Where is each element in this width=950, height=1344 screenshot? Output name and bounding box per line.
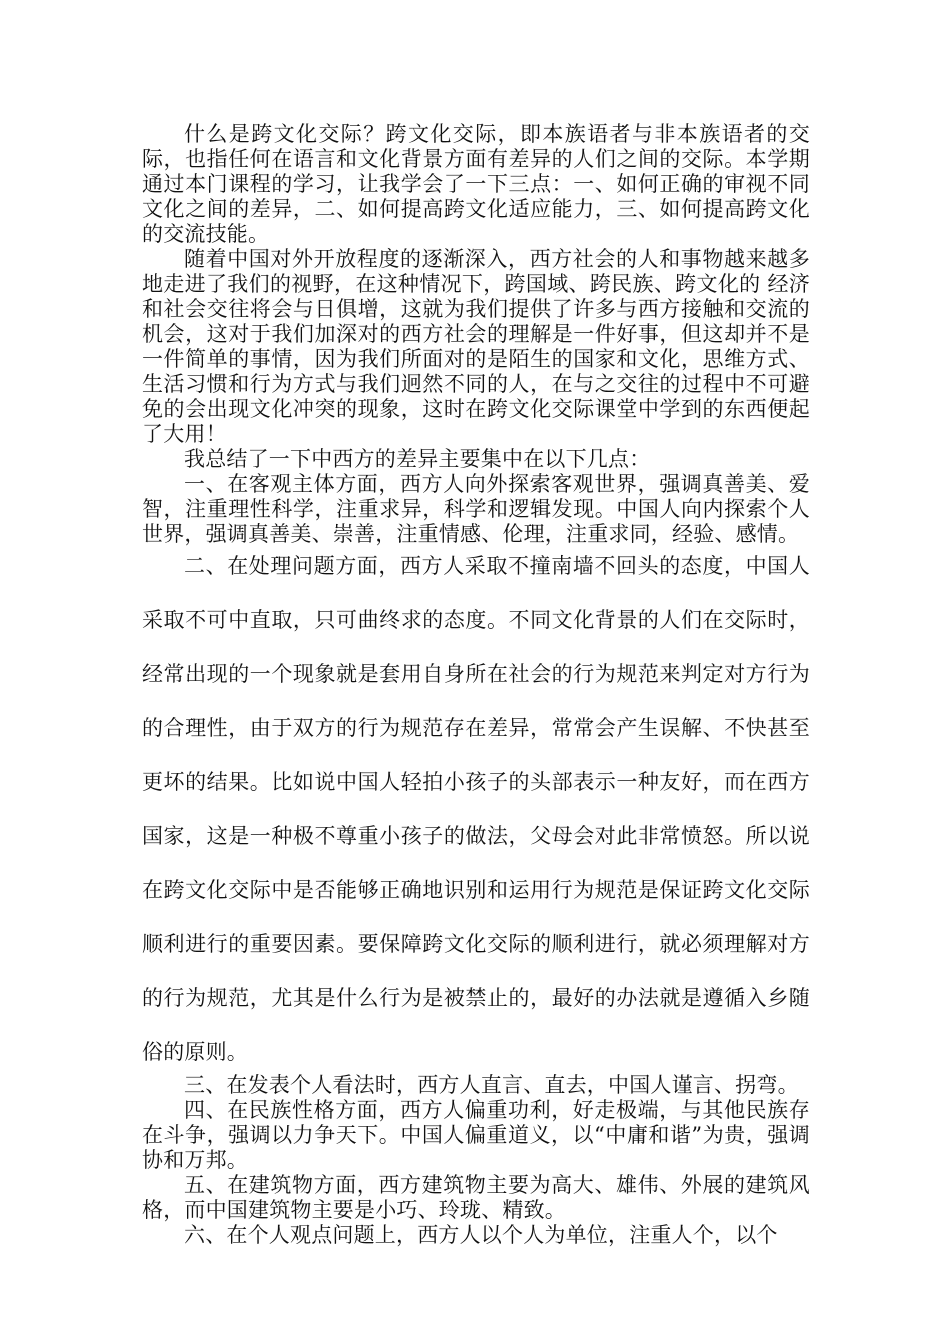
- document-page: [142, 122, 810, 1248]
- paragraph-point-3: 三、在发表个人看法时，西方人直言、直去，中国人谨言、拐弯。: [184, 1073, 799, 1097]
- paragraph-point-5: 五、在建筑物方面，西方建筑物主要为高大、雄伟、外展的建筑风格，而中国建筑物主要是小巧、玲珑、精致。: [142, 1173, 810, 1222]
- paragraph-context: 随着中国对外开放程度的逐渐深入，西方社会的人和事物越来越多地走进了我们的视野，在这种情况下，跨国域、跨民族、跨文化的 经济和社会交往将会与日俱增，这就为我们提供了许多与西方接触和交流的机会，这对于我们加深对的西方社会的理解是一件好事，但这却并不是一件简单的事情，因为我们所面对的是陌生的国家和文化，思维方式、生活习惯和行为方式与我们迥然不同的人，在与之交往的过程中不可避免的会出现文化冲突的现象，这时在跨文化交际课堂中学到的东西便起了大用！: [142, 247, 810, 446]
- paragraph-intro: 什么是跨文化交际？跨文化交际，即本族语者与非本族语者的交际，也指任何在语言和文化背景方面有差异的人们之间的交际。本学期通过本门课程的学习，让我学会了一下三点：一、如何正确的审视不同文化之间的差异，二、如何提高跨文化适应能力，三、如何提高跨文化的交流技能。: [142, 122, 810, 246]
- paragraph-point-4: 四、在民族性格方面，西方人偏重功利，好走极端，与其他民族存在斗争，强调以力争天下。中国人偏重道义，以“中庸和谐”为贵，强调协和万邦。: [142, 1098, 810, 1172]
- paragraph-point-6: 六、在个人观点问题上，西方人以个人为单位，注重人个，以个: [184, 1223, 778, 1247]
- paragraph-point-1: 一、在客观主体方面，西方人向外探索客观世界，强调真善美、爱智，注重理性科学，注重求异，科学和逻辑发现。中国人向内探索个人世界，强调真善美、崇善，注重情感、伦理，注重求同，经验、感情。: [142, 472, 810, 546]
- paragraph-summary-lead: 我总结了一下中西方的差异主要集中在以下几点：: [184, 447, 651, 471]
- paragraph-point-2: 二、在处理问题方面，西方人采取不撞南墙不回头的态度，中国人采取不可中直取，只可曲终求的态度。不同文化背景的人们在交际时，经常出现的一个现象就是套用自身所在社会的行为规范来判定对方行为的合理性，由于双方的行为规范存在差异，常常会产生误解、不快甚至更坏的结果。比如说中国人轻拍小孩子的头部表示一种友好，而在西方国家，这是一种极不尊重小孩子的做法，父母会对此非常愤怒。所以说在跨文化交际中是否能够正确地识别和运用行为规范是保证跨文化交际顺利进行的重要因素。要保障跨文化交际的顺利进行，就必须理解对方的行为规范，尤其是什么行为是被禁止的，最好的办法就是遵循入乡随俗的原则。: [142, 554, 810, 1064]
